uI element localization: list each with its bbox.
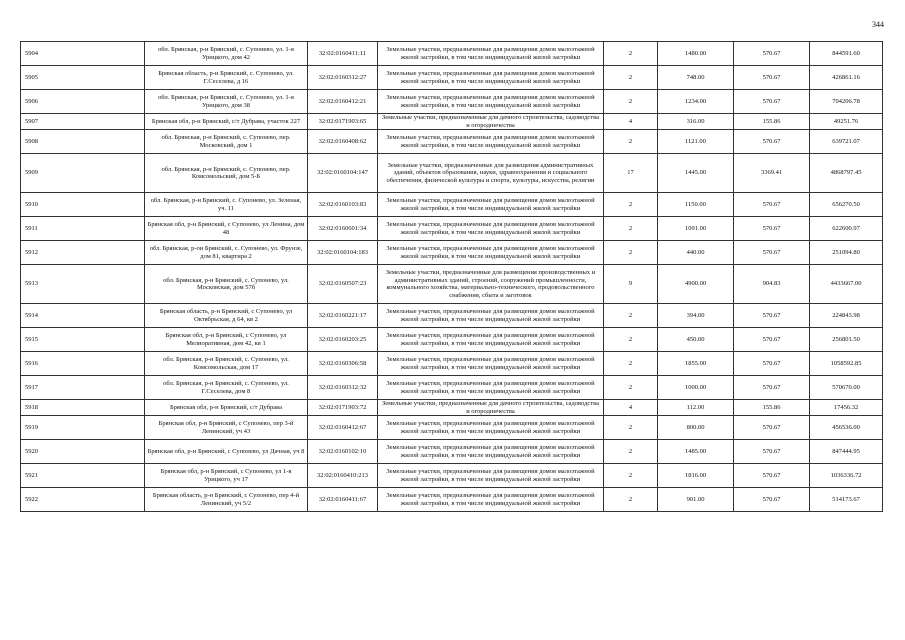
row-number-cell: 5904 <box>21 42 145 66</box>
land-use-group-cell: 2 <box>604 130 658 154</box>
page-number: 344 <box>872 20 884 29</box>
address-cell: обл. Брянская, р-он Брянский, с. Супонево, ул. Фрунзе, дом 81, квартира 2 <box>145 241 308 265</box>
table-row <box>21 352 883 376</box>
cadastral-value-cell: 4868797.45 <box>810 154 883 193</box>
cadastral-number-cell: 32:02:0160412:67 <box>308 416 378 440</box>
land-use-purpose-cell: Земельные участки, предназначенные для размещения домов малоэтажной жилой застройки, в том числе индивидуальной жилой застройки <box>378 376 604 400</box>
address-cell: обл. Брянская, р-н Брянский, с. Супонево, ул. Г.Сеселева, дом 8 <box>145 376 308 400</box>
area-cell: 316.00 <box>658 114 734 130</box>
cadastral-value-cell: 49251.76 <box>810 114 883 130</box>
cadastral-number-cell: 32:02:0160306:58 <box>308 352 378 376</box>
cadastral-number-cell: 32:02:0171903:72 <box>308 400 378 416</box>
cadastral-value-cell: 224843.98 <box>810 304 883 328</box>
address-cell: Брянская обл, р-н Брянский, с Супонево, пер 3-й Ленинский, уч 43 <box>145 416 308 440</box>
cadastral-value-cell: 847444.95 <box>810 440 883 464</box>
area-cell: 1000.00 <box>658 376 734 400</box>
land-use-purpose-cell: Земельные участки, предназначенные для размещения домов малоэтажной жилой застройки, в том числе индивидуальной жилой застройки <box>378 193 604 217</box>
land-use-purpose-cell: Земельные участки, предназначенные для размещения административных зданий, объектов образования, науки, здравоохранения и социального обеспечения, физической культуры и спорта, культуры, искусства, религии <box>378 154 604 193</box>
row-number-cell: 5913 <box>21 265 145 304</box>
row-number-cell: 5921 <box>21 464 145 488</box>
cadastral-value-cell: 256801.50 <box>810 328 883 352</box>
cadastral-number-cell: 32:02:0160102:10 <box>308 440 378 464</box>
area-cell: 1485.00 <box>658 440 734 464</box>
table-row <box>21 42 883 66</box>
address-cell: обл. Брянская, р-н Брянский, с. Супонево, ул. 1-я Урицкого, дом 42 <box>145 42 308 66</box>
cadastral-number-cell: 32:02:0160312:27 <box>308 66 378 90</box>
cadastral-value-cell: 1036336.72 <box>810 464 883 488</box>
area-cell: 901.00 <box>658 488 734 512</box>
land-use-purpose-cell: Земельные участки, предназначенные для размещения домов малоэтажной жилой застройки, в том числе индивидуальной жилой застройки <box>378 217 604 241</box>
table-body <box>21 42 883 512</box>
cadastral-number-cell: 32:02:0160412:21 <box>308 90 378 114</box>
table-row <box>21 376 883 400</box>
row-number-cell: 5914 <box>21 304 145 328</box>
cadastral-number-cell: 32:02:0160104:147 <box>308 154 378 193</box>
land-use-purpose-cell: Земельные участки, предназначенные для размещения домов малоэтажной жилой застройки, в том числе индивидуальной жилой застройки <box>378 488 604 512</box>
row-number-cell: 5920 <box>21 440 145 464</box>
address-cell: обл. Брянская, р-н Брянский, с. Супонево, ул. Комсомольская, дом 17 <box>145 352 308 376</box>
area-cell: 112.00 <box>658 400 734 416</box>
address-cell: Брянская обл, р-н Брянский, с Супонево, ул Ленина, дом 48 <box>145 217 308 241</box>
land-use-purpose-cell: Земельные участки, предназначенные для дачного строительства, садоводства и огородничества <box>378 114 604 130</box>
area-cell: 1855.00 <box>658 352 734 376</box>
address-cell: обл. Брянская, р-н Брянский, с. Супонево, ул. Московская, дом 57б <box>145 265 308 304</box>
table-row <box>21 193 883 217</box>
area-cell: 450.00 <box>658 328 734 352</box>
table-row <box>21 440 883 464</box>
specific-cadastral-value-cell: 570.67 <box>734 416 810 440</box>
cadastral-number-cell: 32:02:0171903:65 <box>308 114 378 130</box>
address-cell: обл. Брянская, р-н Брянский, с. Супонево, ул. Зеленая, уч. 11 <box>145 193 308 217</box>
cadastral-value-cell: 514173.67 <box>810 488 883 512</box>
address-cell: Брянская обл, р-н Брянский, с Супонево, ул Мелиоративная, дом 42, кв 1 <box>145 328 308 352</box>
land-use-purpose-cell: Земельные участки, предназначенные для размещения домов малоэтажной жилой застройки, в том числе индивидуальной жилой застройки <box>378 328 604 352</box>
land-use-purpose-cell: Земельные участки, предназначенные для размещения домов малоэтажной жилой застройки, в том числе индивидуальной жилой застройки <box>378 90 604 114</box>
cadastral-number-cell: 32:02:0160312:32 <box>308 376 378 400</box>
row-number-cell: 5916 <box>21 352 145 376</box>
area-cell: 1816.00 <box>658 464 734 488</box>
cadastral-value-cell: 656270.50 <box>810 193 883 217</box>
land-use-purpose-cell: Земельные участки, предназначенные для размещения домов малоэтажной жилой застройки, в том числе индивидуальной жилой застройки <box>378 42 604 66</box>
land-use-purpose-cell: Земельные участки, предназначенные для размещения домов малоэтажной жилой застройки, в том числе индивидуальной жилой застройки <box>378 304 604 328</box>
table-row <box>21 114 883 130</box>
specific-cadastral-value-cell: 570.67 <box>734 241 810 265</box>
table-row <box>21 416 883 440</box>
row-number-cell: 5922 <box>21 488 145 512</box>
land-use-group-cell: 2 <box>604 90 658 114</box>
cadastral-number-cell: 32:02:0160221:17 <box>308 304 378 328</box>
area-cell: 4900.00 <box>658 265 734 304</box>
row-number-cell: 5915 <box>21 328 145 352</box>
specific-cadastral-value-cell: 570.67 <box>734 440 810 464</box>
address-cell: обл. Брянская, р-н Брянский, с. Супонево, пер. Комсомольский, дом 5-Б <box>145 154 308 193</box>
cadastral-number-cell: 32:02:0160104:183 <box>308 241 378 265</box>
specific-cadastral-value-cell: 570.67 <box>734 328 810 352</box>
specific-cadastral-value-cell: 155.86 <box>734 114 810 130</box>
row-number-cell: 5910 <box>21 193 145 217</box>
land-use-group-cell: 2 <box>604 304 658 328</box>
row-number-cell: 5905 <box>21 66 145 90</box>
land-use-group-cell: 9 <box>604 265 658 304</box>
cadastral-number-cell: 32:02:0160410:213 <box>308 464 378 488</box>
table-row <box>21 400 883 416</box>
address-cell: Брянская область, р-н Брянский, с. Супонево, ул. Г.Сеселева, д 16 <box>145 66 308 90</box>
row-number-cell: 5912 <box>21 241 145 265</box>
land-use-group-cell: 2 <box>604 217 658 241</box>
cadastral-value-cell: 426861.16 <box>810 66 883 90</box>
land-use-group-cell: 4 <box>604 114 658 130</box>
area-cell: 1234.00 <box>658 90 734 114</box>
specific-cadastral-value-cell: 570.67 <box>734 352 810 376</box>
table-row <box>21 488 883 512</box>
cadastral-number-cell: 32:02:0160411:11 <box>308 42 378 66</box>
row-number-cell: 5907 <box>21 114 145 130</box>
table-row <box>21 90 883 114</box>
table-row <box>21 464 883 488</box>
specific-cadastral-value-cell: 570.67 <box>734 66 810 90</box>
land-use-group-cell: 2 <box>604 488 658 512</box>
row-number-cell: 5917 <box>21 376 145 400</box>
specific-cadastral-value-cell: 570.67 <box>734 376 810 400</box>
address-cell: Брянская обл, р-н Брянский, с Супонево, ул Дачная, уч 8 <box>145 440 308 464</box>
table-row <box>21 265 883 304</box>
land-use-purpose-cell: Земельные участки, предназначенные для размещения домов малоэтажной жилой застройки, в том числе индивидуальной жилой застройки <box>378 416 604 440</box>
land-use-group-cell: 2 <box>604 42 658 66</box>
row-number-cell: 5918 <box>21 400 145 416</box>
land-use-group-cell: 2 <box>604 376 658 400</box>
specific-cadastral-value-cell: 570.67 <box>734 304 810 328</box>
row-number-cell: 5909 <box>21 154 145 193</box>
land-use-group-cell: 2 <box>604 440 658 464</box>
address-cell: Брянская обл, р-н Брянский, с/т Дубрава <box>145 400 308 416</box>
land-use-group-cell: 2 <box>604 352 658 376</box>
cadastral-number-cell: 32:02:0160601:34 <box>308 217 378 241</box>
area-cell: 1121.00 <box>658 130 734 154</box>
table-row <box>21 304 883 328</box>
table-row <box>21 130 883 154</box>
specific-cadastral-value-cell: 155.86 <box>734 400 810 416</box>
specific-cadastral-value-cell: 570.67 <box>734 90 810 114</box>
land-use-group-cell: 2 <box>604 416 658 440</box>
land-use-group-cell: 4 <box>604 400 658 416</box>
cadastral-number-cell: 32:02:0160507:23 <box>308 265 378 304</box>
land-use-group-cell: 2 <box>604 464 658 488</box>
row-number-cell: 5911 <box>21 217 145 241</box>
land-use-purpose-cell: Земельные участки, предназначенные для размещения домов малоэтажной жилой застройки, в том числе индивидуальной жилой застройки <box>378 352 604 376</box>
area-cell: 1091.00 <box>658 217 734 241</box>
area-cell: 1150.00 <box>658 193 734 217</box>
address-cell: обл. Брянская, р-н Брянский, с. Супонево, пер. Московский, дом 1 <box>145 130 308 154</box>
cadastral-value-cell: 456536.00 <box>810 416 883 440</box>
land-use-purpose-cell: Земельные участки, предназначенные для размещения домов малоэтажной жилой застройки, в том числе индивидуальной жилой застройки <box>378 464 604 488</box>
cadastral-value-cell: 17456.32 <box>810 400 883 416</box>
cadastral-value-cell: 639721.07 <box>810 130 883 154</box>
address-cell: Брянская обл, р-н Брянский, с/т Дубрава, участок 227 <box>145 114 308 130</box>
cadastral-value-table <box>20 41 883 512</box>
cadastral-number-cell: 32:02:0160103:83 <box>308 193 378 217</box>
area-cell: 748.00 <box>658 66 734 90</box>
cadastral-value-cell: 570670.00 <box>810 376 883 400</box>
cadastral-number-cell: 32:02:0160203:25 <box>308 328 378 352</box>
specific-cadastral-value-cell: 570.67 <box>734 42 810 66</box>
specific-cadastral-value-cell: 570.67 <box>734 130 810 154</box>
area-cell: 440.00 <box>658 241 734 265</box>
cadastral-value-cell: 251094.80 <box>810 241 883 265</box>
land-use-purpose-cell: Земельные участки, предназначенные для размещения домов малоэтажной жилой застройки, в том числе индивидуальной жилой застройки <box>378 440 604 464</box>
land-use-group-cell: 2 <box>604 328 658 352</box>
address-cell: Брянская обл, р-н Брянский, с Супонево, ул 1-я Урицкого, уч 17 <box>145 464 308 488</box>
specific-cadastral-value-cell: 570.67 <box>734 488 810 512</box>
table-row <box>21 154 883 193</box>
land-use-group-cell: 17 <box>604 154 658 193</box>
table-row <box>21 217 883 241</box>
land-use-group-cell: 2 <box>604 193 658 217</box>
row-number-cell: 5919 <box>21 416 145 440</box>
cadastral-value-cell: 704206.78 <box>810 90 883 114</box>
cadastral-value-cell: 844591.60 <box>810 42 883 66</box>
land-use-group-cell: 2 <box>604 241 658 265</box>
specific-cadastral-value-cell: 3369.41 <box>734 154 810 193</box>
area-cell: 800.00 <box>658 416 734 440</box>
land-use-purpose-cell: Земельные участки, предназначенные для размещения домов малоэтажной жилой застройки, в том числе индивидуальной жилой застройки <box>378 241 604 265</box>
specific-cadastral-value-cell: 570.67 <box>734 193 810 217</box>
table-row <box>21 241 883 265</box>
cadastral-value-cell: 1058592.85 <box>810 352 883 376</box>
address-cell: Брянская область, р-н Брянский, с Супонево, ул Октябрьская, д 64, кв 2 <box>145 304 308 328</box>
specific-cadastral-value-cell: 904.83 <box>734 265 810 304</box>
cadastral-value-cell: 622600.97 <box>810 217 883 241</box>
table-row <box>21 66 883 90</box>
table-row <box>21 328 883 352</box>
land-use-purpose-cell: Земельные участки, предназначенные для размещения домов малоэтажной жилой застройки, в том числе индивидуальной жилой застройки <box>378 66 604 90</box>
land-use-purpose-cell: Земельные участки, предназначенные для дачного строительства, садоводства и огородничества <box>378 400 604 416</box>
area-cell: 394.00 <box>658 304 734 328</box>
cadastral-value-cell: 4433667.00 <box>810 265 883 304</box>
cadastral-number-cell: 32:02:0160408:62 <box>308 130 378 154</box>
land-use-purpose-cell: Земельные участки, предназначенные для размещения домов малоэтажной жилой застройки, в том числе индивидуальной жилой застройки <box>378 130 604 154</box>
cadastral-number-cell: 32:02:0160411:67 <box>308 488 378 512</box>
area-cell: 1445.00 <box>658 154 734 193</box>
row-number-cell: 5906 <box>21 90 145 114</box>
land-use-group-cell: 2 <box>604 66 658 90</box>
address-cell: обл. Брянская, р-н Брянский, с. Супонево, ул. 1-я Урицкого, дом 38 <box>145 90 308 114</box>
specific-cadastral-value-cell: 570.67 <box>734 464 810 488</box>
area-cell: 1480.00 <box>658 42 734 66</box>
row-number-cell: 5908 <box>21 130 145 154</box>
address-cell: Брянская область, р-н Брянский, с Супонево, пер 4-й Ленинский, уч 5/2 <box>145 488 308 512</box>
land-use-purpose-cell: Земельные участки, предназначенные для размещения производственных и административных зданий, строений, сооружений промышленности, коммунального хозяйства, материально-технического, продовольственного снабжения, сбыта и заготовок <box>378 265 604 304</box>
specific-cadastral-value-cell: 570.67 <box>734 217 810 241</box>
